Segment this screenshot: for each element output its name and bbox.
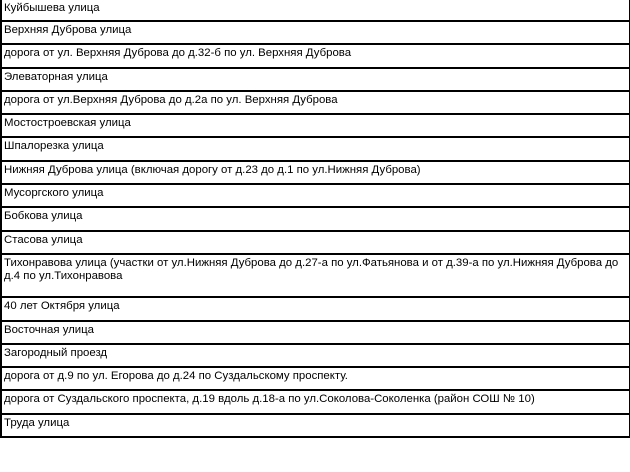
street-cell: Мусоргского улица [1, 184, 630, 207]
table-row [1, 297, 630, 320]
table-row [1, 91, 630, 114]
street-cell: дорога от ул.Верхняя Дуброва до д.2а по ул. Верхняя Дуброва [1, 91, 630, 114]
street-cell: Бобкова улица [1, 207, 630, 230]
street-cell: дорога от д.9 по ул. Егорова до д.24 по Суздальскому проспекту. [1, 367, 630, 390]
table-row [1, 414, 630, 437]
table-row [1, 321, 630, 344]
table-row [1, 207, 630, 230]
street-cell: Стасова улица [1, 231, 630, 254]
street-cell: Верхняя Дуброва улица [1, 21, 630, 44]
street-cell: Мостостроевская улица [1, 114, 630, 137]
table-row [1, 254, 630, 297]
table-row [1, 344, 630, 367]
table-row [1, 21, 630, 44]
street-cell: дорога от Суздальского проспекта, д.19 вдоль д.18-а по ул.Соколова-Соколенка (район СОШ № 10) [1, 390, 630, 413]
table-row [1, 367, 630, 390]
street-cell: Шпалорезка улица [1, 137, 630, 160]
street-cell: Элеваторная улица [1, 68, 630, 91]
street-cell: Куйбышева улица [1, 0, 630, 21]
table-row [1, 114, 630, 137]
street-cell: 40 лет Октября улица [1, 297, 630, 320]
street-cell: Загородный проезд [1, 344, 630, 367]
street-cell: Труда улица [1, 414, 630, 437]
street-cell: Восточная улица [1, 321, 630, 344]
table-row [1, 137, 630, 160]
table-row [1, 0, 630, 21]
table-row [1, 390, 630, 413]
street-cell: Нижняя Дуброва улица (включая дорогу от д.23 до д.1 по ул.Нижняя Дуброва) [1, 161, 630, 184]
table-row [1, 161, 630, 184]
table-row [1, 231, 630, 254]
table-row [1, 184, 630, 207]
table-row [1, 68, 630, 91]
street-cell: Тихонравова улица (участки от ул.Нижняя Дуброва до д.27-а по ул.Фатьянова и от д.39-а по ул.Нижняя Дуброва до д.4 по ул.Тихонравова [1, 254, 630, 297]
street-cell: дорога от ул. Верхняя Дуброва до д.32-б по ул. Верхняя Дуброва [1, 44, 630, 67]
table-row [1, 44, 630, 67]
